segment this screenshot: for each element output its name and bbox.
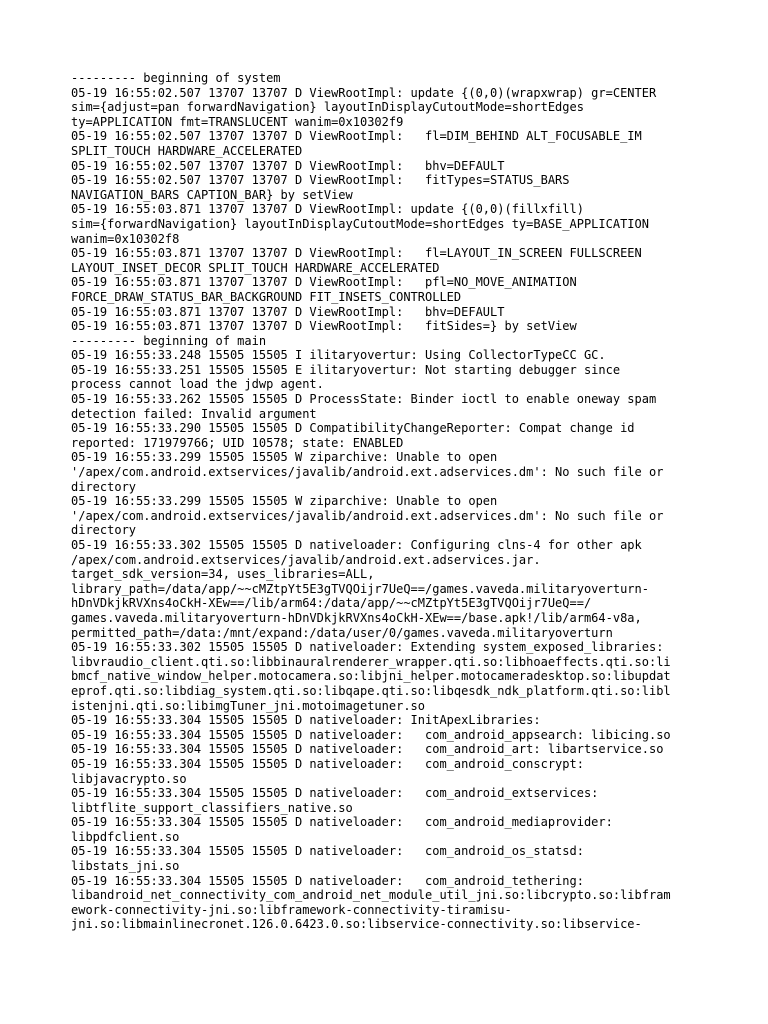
log-line: 05-19 16:55:33.304 15505 15505 D nativeloader: com_android_appsearch: libicing.so	[71, 727, 671, 742]
log-line: directory	[71, 479, 137, 494]
log-line: LAYOUT_INSET_DECOR SPLIT_TOUCH HARDWARE_ACCELERATED	[71, 260, 440, 275]
log-line: ty=APPLICATION fmt=TRANSLUCENT wanim=0x10302f9	[71, 114, 404, 129]
log-line: --------- beginning of main	[71, 333, 267, 348]
log-line: 05-19 16:55:33.251 15505 15505 E ilitaryovertur: Not starting debugger since	[71, 362, 621, 377]
log-line: 05-19 16:55:33.304 15505 15505 D nativeloader: com_android_extservices:	[71, 786, 599, 801]
log-line: 05-19 16:55:02.507 13707 13707 D ViewRootImpl: bhv=DEFAULT	[71, 158, 505, 173]
log-line: 05-19 16:55:33.302 15505 15505 D nativeloader: Configuring clns-4 for other apk	[71, 538, 642, 552]
log-document	[71, 71, 711, 932]
log-line: FORCE_DRAW_STATUS_BAR_BACKGROUND FIT_INSETS_CONTROLLED	[71, 289, 462, 304]
log-line: games.vaveda.militaryoverturn-hDnVDkjkRVXns4oCkH-XEw==/base.apk!/lib/arm64-v8a,	[71, 610, 642, 625]
log-line: 05-19 16:55:33.304 15505 15505 D nativeloader: com_android_os_statsd:	[71, 844, 584, 859]
log-line: '/apex/com.android.extservices/javalib/android.ext.adservices.dm': No such file or	[71, 508, 664, 523]
log-line: '/apex/com.android.extservices/javalib/android.ext.adservices.dm': No such file or	[71, 465, 664, 480]
log-line: /apex/com.android.extservices/javalib/android.ext.adservices.jar.	[71, 552, 541, 567]
log-line: libpdfclient.so	[71, 829, 180, 844]
log-line: 05-19 16:55:33.304 15505 15505 D nativeloader: com_android_tethering:	[71, 873, 584, 888]
log-line: jni.so:libmainlinecronet.126.0.6423.0.so:libservice-connectivity.so:libservice-	[71, 917, 642, 932]
log-line: 05-19 16:55:02.507 13707 13707 D ViewRootImpl: update {(0,0)(wrapxwrap) gr=CENTER	[71, 85, 657, 100]
log-line: istenjni.qti.so:libimgTuner_jni.motoimagetuner.so	[71, 698, 426, 713]
log-line: wanim=0x10302f8	[71, 231, 180, 246]
log-line: 05-19 16:55:03.871 13707 13707 D ViewRootImpl: bhv=DEFAULT	[71, 304, 505, 319]
log-line: 05-19 16:55:03.871 13707 13707 D ViewRootImpl: fitSides=} by setView	[71, 319, 577, 334]
log-line: process cannot load the jdwp agent.	[71, 377, 324, 392]
log-line: libtflite_support_classifiers_native.so	[71, 800, 353, 815]
log-line: 05-19 16:55:33.248 15505 15505 I ilitaryovertur: Using CollectorTypeCC GC.	[71, 348, 606, 363]
log-line: sim={forwardNavigation} layoutInDisplayCutoutMode=shortEdges ty=BASE_APPLICATION	[71, 216, 649, 231]
log-line: libjavacrypto.so	[71, 771, 187, 786]
log-line: 05-19 16:55:33.304 15505 15505 D nativeloader: InitApexLibraries:	[71, 713, 541, 728]
log-line: NAVIGATION_BARS CAPTION_BAR} by setView	[71, 187, 353, 202]
log-line: 05-19 16:55:33.299 15505 15505 W ziparchive: Unable to open	[71, 450, 498, 465]
log-line: SPLIT_TOUCH HARDWARE_ACCELERATED	[71, 143, 303, 158]
log-line: 05-19 16:55:33.262 15505 15505 D ProcessState: Binder ioctl to enable oneway spam	[71, 392, 657, 407]
log-line: bmcf_native_window_helper.motocamera.so:libjni_helper.motocameradesktop.so:libupdat	[71, 669, 671, 684]
log-line: library_path=/data/app/~~cMZtpYt5E3gTVQOijr7UeQ==/games.vaveda.militaryoverturn-	[71, 581, 649, 596]
log-line: libandroid_net_connectivity_com_android_net_module_util_jni.so:libcrypto.so:libfram	[71, 888, 671, 903]
log-line: detection failed: Invalid argument	[71, 406, 317, 421]
log-line: 05-19 16:55:33.299 15505 15505 W ziparchive: Unable to open	[71, 494, 498, 509]
log-line: permitted_path=/data:/mnt/expand:/data/user/0/games.vaveda.militaryoverturn	[71, 625, 613, 640]
log-line: 05-19 16:55:33.302 15505 15505 D nativeloader: Extending system_exposed_libraries:	[71, 640, 664, 655]
log-line: eprof.qti.so:libdiag_system.qti.so:libqape.qti.so:libqesdk_ndk_platform.qti.so:libl	[71, 683, 671, 698]
log-line: libstats_jni.so	[71, 859, 180, 874]
log-line: 05-19 16:55:02.507 13707 13707 D ViewRootImpl: fitTypes=STATUS_BARS	[71, 173, 570, 188]
log-line: directory	[71, 523, 137, 538]
log-line: 05-19 16:55:33.304 15505 15505 D nativeloader: com_android_art: libartservice.so	[71, 742, 664, 757]
log-line: 05-19 16:55:03.871 13707 13707 D ViewRootImpl: fl=LAYOUT_IN_SCREEN FULLSCREEN	[71, 246, 642, 261]
log-line: 05-19 16:55:02.507 13707 13707 D ViewRootImpl: fl=DIM_BEHIND ALT_FOCUSABLE_IM	[71, 129, 642, 144]
log-line: --------- beginning of system	[71, 71, 281, 85]
log-line: sim={adjust=pan forwardNavigation} layoutInDisplayCutoutMode=shortEdges	[71, 100, 584, 115]
log-line: reported: 171979766; UID 10578; state: ENABLED	[71, 435, 404, 450]
log-line: 05-19 16:55:03.871 13707 13707 D ViewRootImpl: pfl=NO_MOVE_ANIMATION	[71, 275, 577, 290]
log-line: 05-19 16:55:03.871 13707 13707 D ViewRootImpl: update {(0,0)(fillxfill)	[71, 202, 584, 217]
log-line: target_sdk_version=34, uses_libraries=ALL,	[71, 567, 375, 582]
log-line: 05-19 16:55:33.304 15505 15505 D nativeloader: com_android_mediaprovider:	[71, 815, 613, 830]
log-line: 05-19 16:55:33.304 15505 15505 D nativeloader: com_android_conscrypt:	[71, 756, 584, 771]
log-line: 05-19 16:55:33.290 15505 15505 D CompatibilityChangeReporter: Compat change id	[71, 421, 635, 436]
log-line: ework-connectivity-jni.so:libframework-connectivity-tiramisu-	[71, 902, 512, 917]
log-line: libvraudio_client.qti.so:libbinauralrenderer_wrapper.qti.so:libhoaeffects.qti.so:li	[71, 654, 671, 669]
log-line: hDnVDkjkRVXns4oCkH-XEw==/lib/arm64:/data/app/~~cMZtpYt5E3gTVQOijr7UeQ==/	[71, 596, 592, 611]
